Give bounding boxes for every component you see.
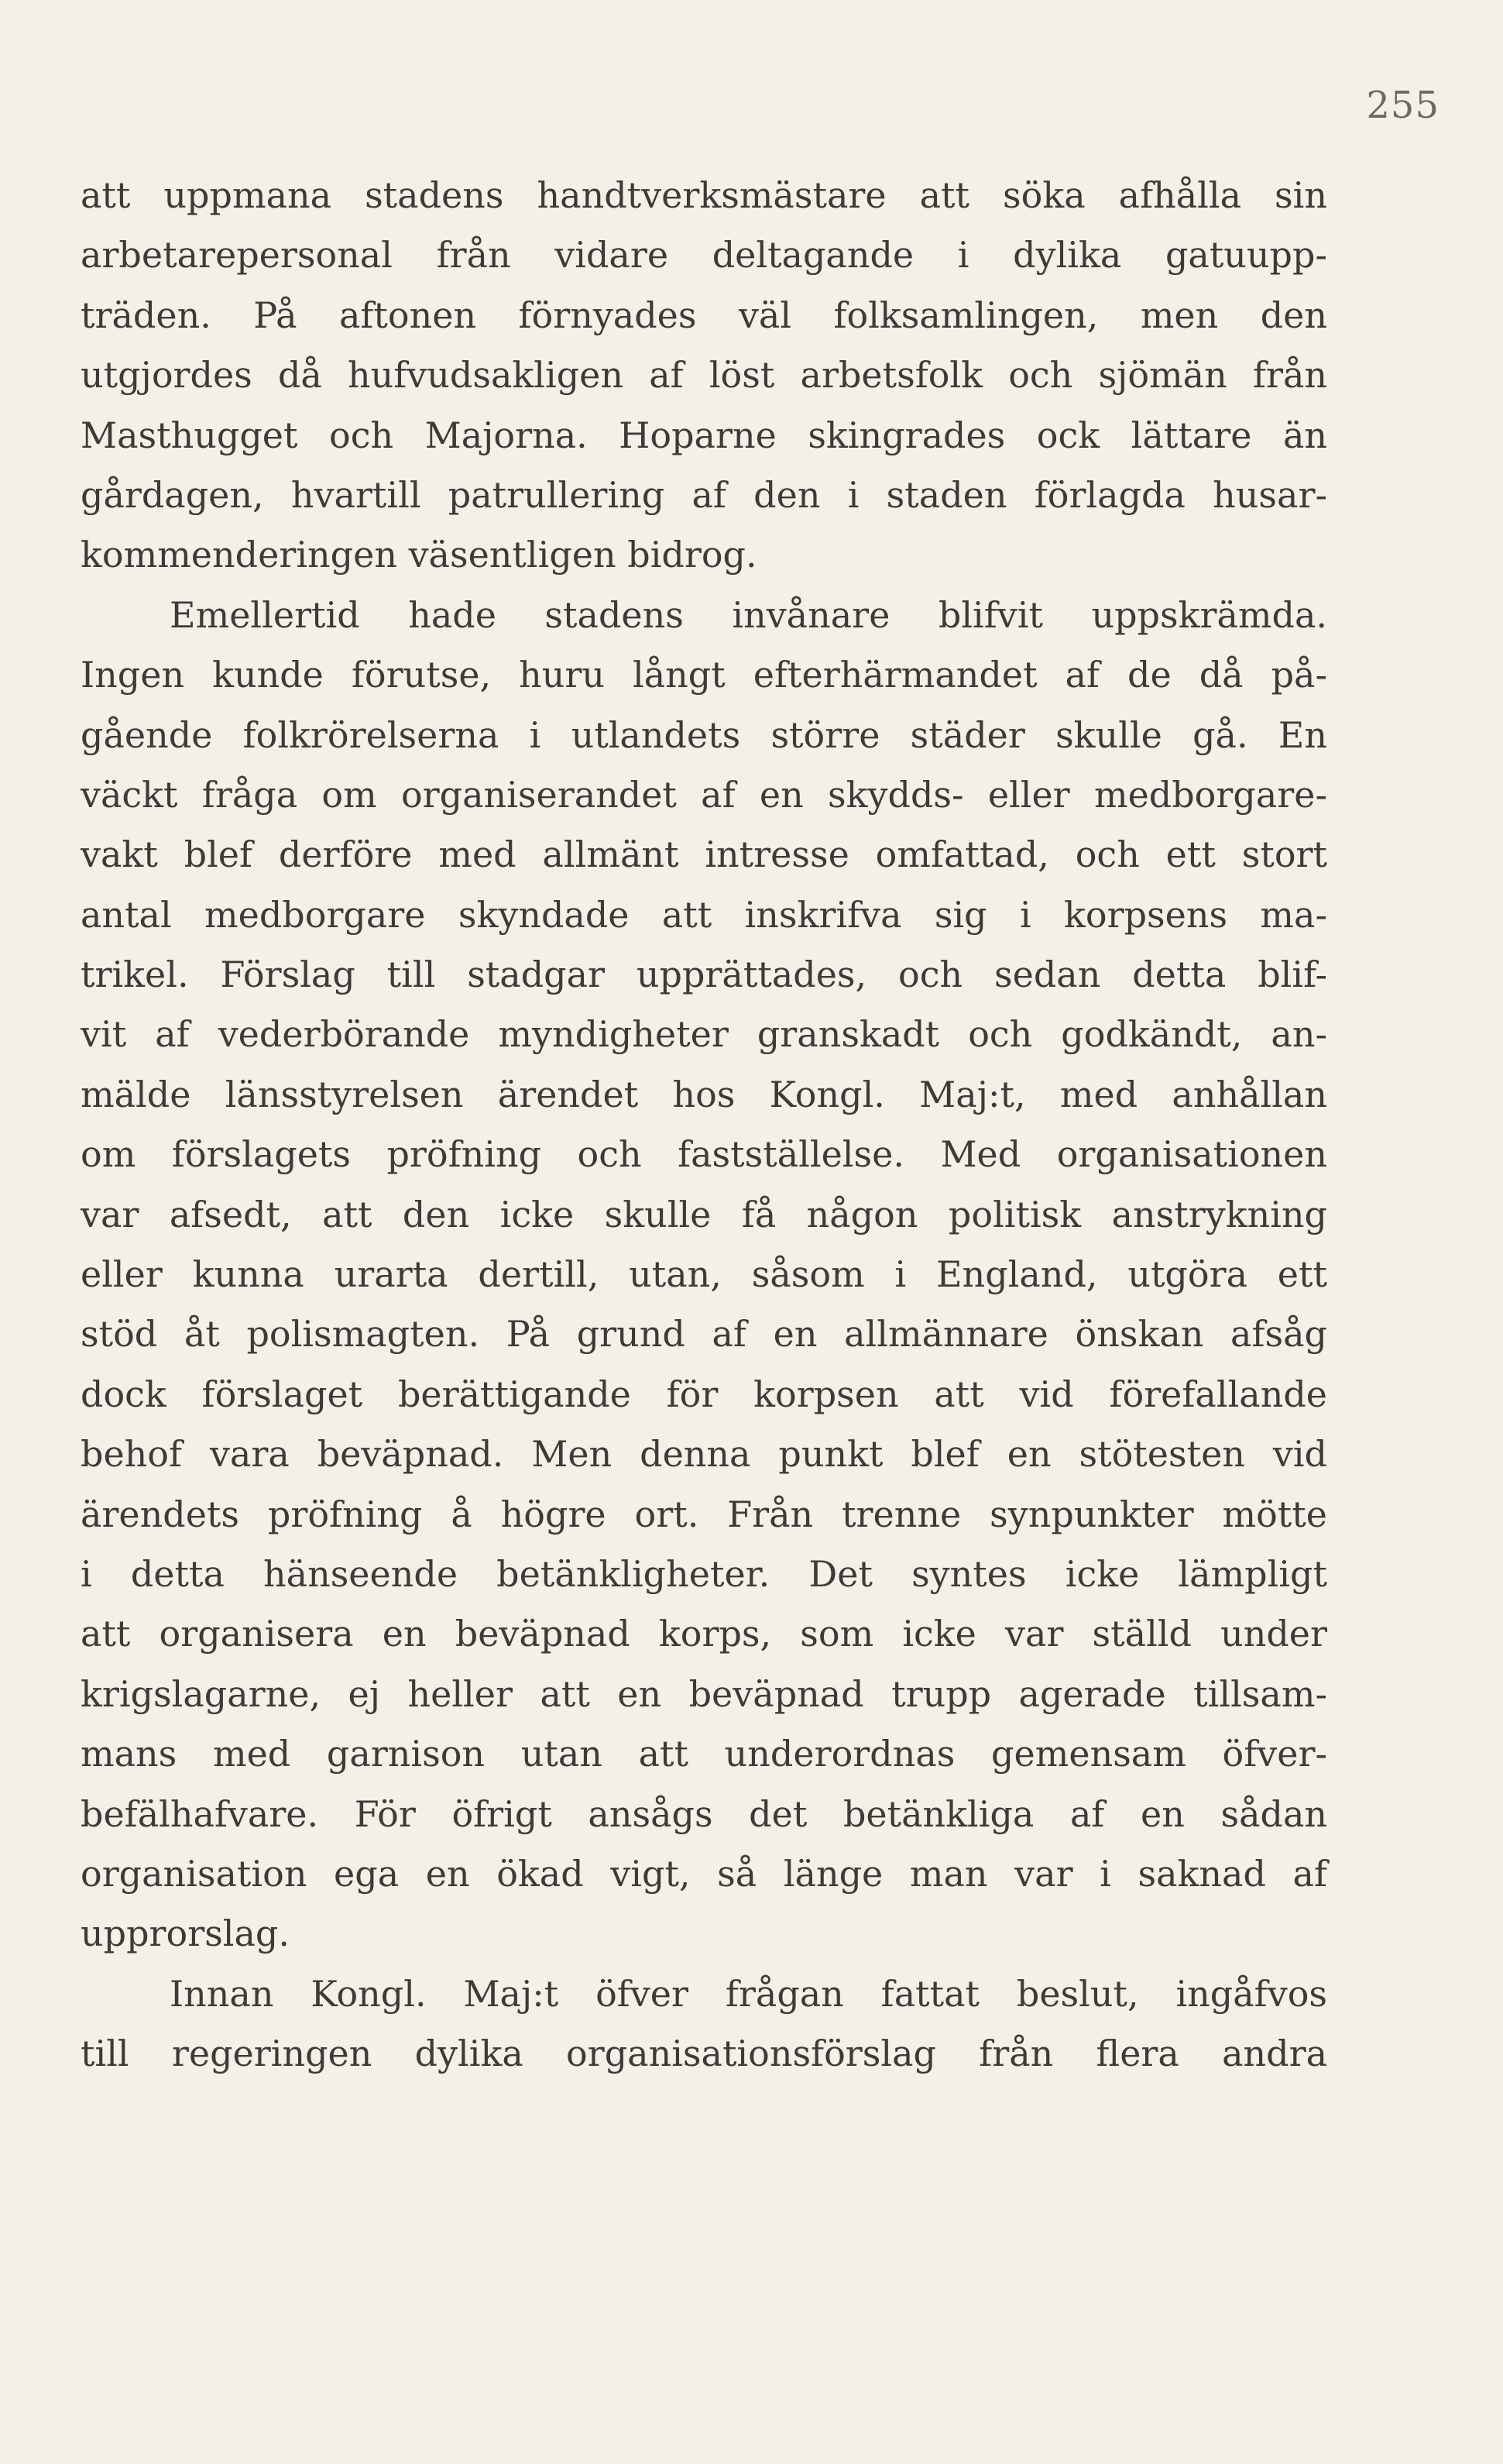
text-line: kommenderingen väsentligen bidrog. <box>81 534 757 576</box>
text-line: gårdagen, hvartill patrullering af den i staden förlagda husar- <box>81 473 1327 516</box>
text-line: dock förslaget berättigande för korpsen att vid förefallande <box>81 1373 1327 1415</box>
text-line: ärendets pröfning å högre ort. Från trenne synpunkter mötte <box>81 1493 1327 1535</box>
text-line: eller kunna urarta dertill, utan, såsom i England, utgöra ett <box>81 1253 1327 1296</box>
text-line: befälhafvare. För öfrigt ansågs det betänkliga af en sådan <box>81 1792 1327 1835</box>
body-text <box>81 166 1327 2084</box>
text-line: om förslagets pröfning och fastställelse. Med organisationen <box>81 1133 1327 1176</box>
text-line: Innan Kongl. Maj:t öfver frågan fattat beslut, ingåfvos <box>170 1972 1327 2015</box>
text-line: gående folkrörelserna i utlandets större städer skulle gå. En <box>81 713 1327 756</box>
text-line: vit af vederbörande myndigheter granskadt och godkändt, an- <box>81 1013 1327 1056</box>
text-line: stöd åt polismagten. På grund af en allmännare önskan afsåg <box>81 1313 1327 1356</box>
text-line: mälde länsstyrelsen ärendet hos Kongl. Maj:t, med anhållan <box>81 1073 1327 1115</box>
text-line: arbetarepersonal från vidare deltagande i dylika gatuupp- <box>81 234 1327 277</box>
text-line: vakt blef derföre med allmänt intresse omfattad, och ett stort <box>81 833 1327 876</box>
text-line: krigslagarne, ej heller att en beväpnad trupp agerade tillsam- <box>81 1672 1327 1715</box>
text-line: upprorslag. <box>81 1912 290 1955</box>
text-line: organisation ega en ökad vigt, så länge man var i saknad af <box>81 1852 1327 1895</box>
text-line: Ingen kunde förutse, huru långt efterhärmandet af de då på- <box>81 654 1327 696</box>
text-line: att organisera en beväpnad korps, som icke var ställd under <box>81 1613 1327 1655</box>
text-line: Emellertid hade stadens invånare blifvit uppskrämda. <box>170 593 1327 636</box>
page-number: 255 <box>1366 84 1440 127</box>
text-line: väckt fråga om organiserandet af en skydds- eller medborgare- <box>81 773 1327 816</box>
text-line: utgjordes då hufvudsakligen af löst arbetsfolk och sjömän från <box>81 354 1327 397</box>
text-line: att uppmana stadens handtverksmästare att söka afhålla sin <box>81 174 1327 216</box>
text-line: antal medborgare skyndade att inskrifva sig i korpsens ma- <box>81 893 1327 936</box>
text-line: behof vara beväpnad. Men denna punkt blef en stötesten vid <box>81 1433 1327 1476</box>
text-line: var afsedt, att den icke skulle få någon politisk anstrykning <box>81 1193 1327 1235</box>
text-line: till regeringen dylika organisationsförslag från flera andra <box>81 2033 1327 2075</box>
text-line: träden. På aftonen förnyades väl folksamlingen, men den <box>81 294 1327 336</box>
text-line: Masthugget och Majorna. Hoparne skingrades ock lättare än <box>81 414 1327 456</box>
text-line: i detta hänseende betänkligheter. Det syntes icke lämpligt <box>81 1552 1327 1595</box>
text-line: mans med garnison utan att underordnas gemensam öfver- <box>81 1733 1327 1775</box>
text-line: trikel. Förslag till stadgar upprättades, och sedan detta blif- <box>81 954 1327 996</box>
